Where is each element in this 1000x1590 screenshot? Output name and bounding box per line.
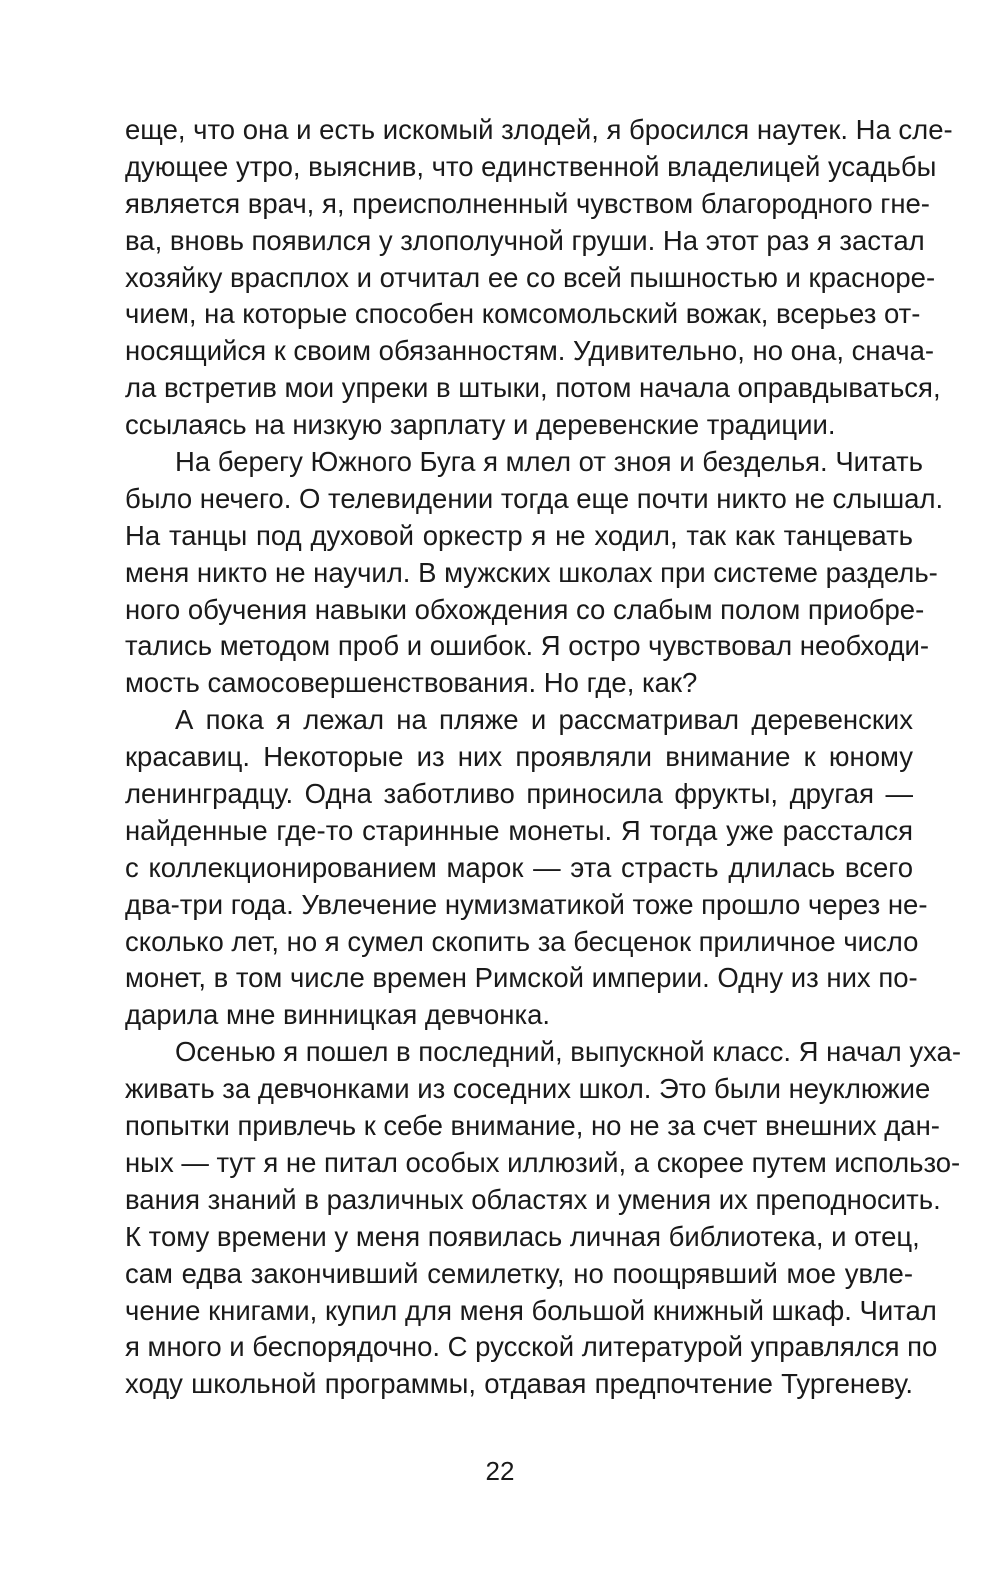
text-line: найденные где-то старинные монеты. Я тогда уже расстался: [125, 814, 913, 846]
text-line: А пока я лежал на пляже и рассматривал деревенских: [175, 704, 913, 736]
text-line: вания знаний в различных областях и умения их преподносить.: [125, 1183, 941, 1215]
text-line: меня никто не научил. В мужских школах при системе раздель-: [125, 556, 938, 588]
paragraph-1: [125, 112, 953, 444]
text-line: носящийся к своим обязанностям. Удивительно, но она, снача-: [125, 335, 935, 367]
text-line: с коллекционированием марок — эта страсть длилась всего: [125, 851, 913, 883]
text-line: Осенью я пошел в последний, выпускной класс. Я начал уха-: [175, 1036, 961, 1068]
text-line: сам едва закончивший семилетку, но поощрявший мое увле-: [125, 1257, 913, 1289]
text-line: мость самосовершенствования. Но где, как?: [125, 667, 698, 699]
text-line: монет, в том числе времен Римской империи. Одну из них по-: [125, 962, 918, 994]
text-line: хозяйку врасплох и отчитал ее со всей пышностью и красноре-: [125, 261, 936, 293]
text-line: ла встретив мои упреки в штыки, потом начала оправдываться,: [125, 372, 941, 404]
text-line: является врач, я, преисполненный чувством благородного гне-: [125, 187, 930, 219]
text-line: сколько лет, но я сумел скопить за бесценок приличное число: [125, 925, 919, 957]
text-line: два-три года. Увлечение нумизматикой тоже прошло через не-: [125, 888, 928, 920]
text-line: ных — тут я не питал особых иллюзий, а скорее путем использо-: [125, 1146, 961, 1178]
text-line: чием, на которые способен комсомольский вожак, всерьез от-: [125, 298, 921, 330]
text-line: еще, что она и есть искомый злодей, я бросился наутек. На сле-: [125, 114, 953, 145]
text-line: чение книгами, купил для меня большой книжный шкаф. Читал: [125, 1294, 937, 1326]
text-line: ва, вновь появился у злополучной груши. На этот раз я застал: [125, 224, 925, 256]
paragraph-3: [125, 702, 928, 1034]
text-line: дарила мне винницкая девчонка.: [125, 999, 551, 1031]
text-line: тались методом проб и ошибок. Я остро чувствовал необходи-: [125, 630, 930, 662]
text-line: дующее утро, выяснив, что единственной владелицей усадьбы: [125, 150, 937, 182]
text-line: ссылаясь на низкую зарплату и деревенские традиции.: [125, 409, 836, 441]
text-line: На танцы под духовой оркестр я не ходил, так как танцевать: [125, 519, 913, 551]
text-line: На берегу Южного Буга я млел от зноя и безделья. Читать: [175, 446, 923, 478]
text-line: я много и беспорядочно. С русской литературой управлялся по: [125, 1331, 938, 1363]
paragraph-2: [125, 444, 944, 702]
text-line: было нечего. О телевидении тогда еще почти никто не слышал.: [125, 482, 944, 514]
text-line: красавиц. Некоторые из них проявляли внимание к юному: [125, 741, 913, 773]
page-number: 22: [485, 1456, 515, 1486]
text-line: ленинградцу. Одна заботливо приносила фрукты, другая —: [125, 778, 913, 810]
text-line: попытки привлечь к себе внимание, но не за счет внешних дан-: [125, 1110, 940, 1142]
body-text: [125, 112, 961, 1403]
text-line: живать за девчонками из соседних школ. Это были неуклюжие: [125, 1073, 931, 1105]
paragraph-4: [125, 1034, 961, 1403]
text-line: ходу школьной программы, отдавая предпочтение Тургеневу.: [125, 1368, 913, 1400]
text-line: К тому времени у меня появилась личная библиотека, и отец,: [125, 1220, 920, 1252]
text-line: ного обучения навыки обхождения со слабым полом приобре-: [125, 593, 925, 625]
